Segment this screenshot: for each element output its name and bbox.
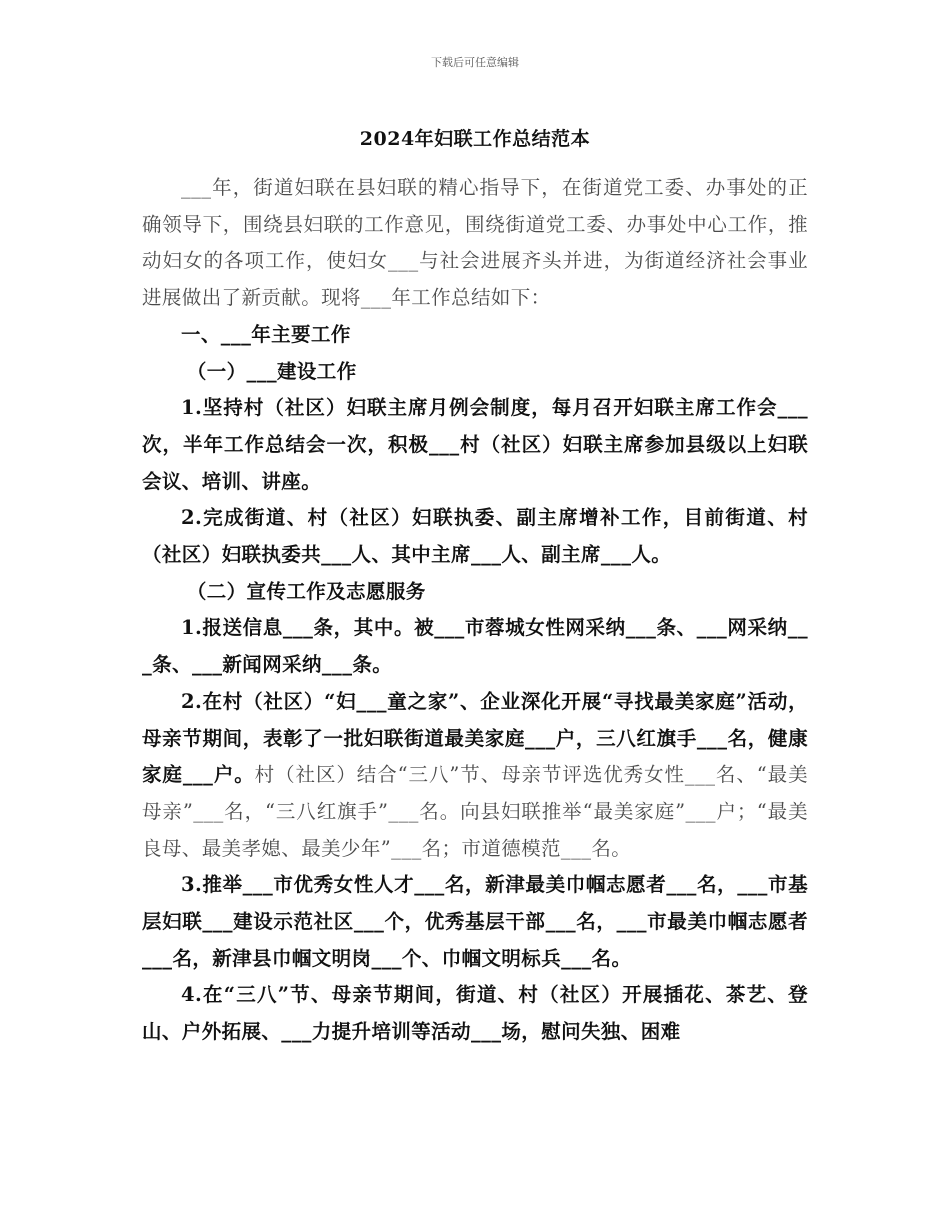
publicity-item-2-light-text: 村（社区）结合“三八”节、母亲节评选优秀女性___名、“最美母亲”___名，“三八红旗手”___名。向县妇联推举“最美家庭”___户；“最美良母、最美孝媳、最美少年”___名；市道德模范___名。 <box>142 763 808 860</box>
document-title: 2024年妇联工作总结范本 <box>359 128 591 150</box>
publicity-item-1: 1.报送信息___条，其中。被___市蓉城女性网采纳___条、___网采纳___条、___新闻网采纳___条。 <box>142 616 808 677</box>
intro-paragraph: ___年，街道妇联在县妇联的精心指导下，在街道党工委、办事处的正确领导下，围绕县妇联的工作意见，围绕街道党工委、办事处中心工作，推动妇女的各项工作，使妇女___与社会进展齐头并进，为街道经济社会事业进展做出了新贡献。现将___年工作总结如下： <box>142 176 808 310</box>
publicity-item-2 <box>142 684 808 868</box>
publicity-item-4: 4.在“三八”节、母亲节期间，街道、村（社区）开展插花、茶艺、登山、户外拓展、___力提升培训等活动___场，慰问失独、困难 <box>142 983 808 1044</box>
construction-item-2: 2.完成街道、村（社区）妇联执委、副主席增补工作，目前街道、村（社区）妇联执委共___人、其中主席___人、副主席___人。 <box>142 506 808 567</box>
construction-item-1: 1.坚持村（社区）妇联主席月例会制度，每月召开妇联主席工作会___次，半年工作总结会一次，积极___村（社区）妇联主席参加县级以上妇联会议、培训、讲座。 <box>142 396 808 493</box>
subsection-heading-construction: （一）___建设工作 <box>186 359 357 383</box>
section-heading-main-work: 一、___年主要工作 <box>181 322 351 346</box>
subsection-heading-publicity: （二）宣传工作及志愿服务 <box>186 579 426 603</box>
page-header-note: 下载后可任意编辑 <box>431 56 519 69</box>
document-body <box>142 170 808 1051</box>
publicity-item-2-bold-text: 2.在村（社区）“妇___童之家”、企业深化开展“寻找最美家庭”活动，母亲节期间，表彰了一批妇联街道最美家庭___户，三八红旗手___名，健康家庭___户。 <box>142 689 808 787</box>
publicity-item-3: 3.推举___市优秀女性人才___名，新津最美巾帼志愿者___名，___市基层妇联___建设示范社区___个，优秀基层干部___名，___市最美巾帼志愿者___名，新津县巾帼文明岗___个、巾帼文明标兵___名。 <box>142 873 808 970</box>
